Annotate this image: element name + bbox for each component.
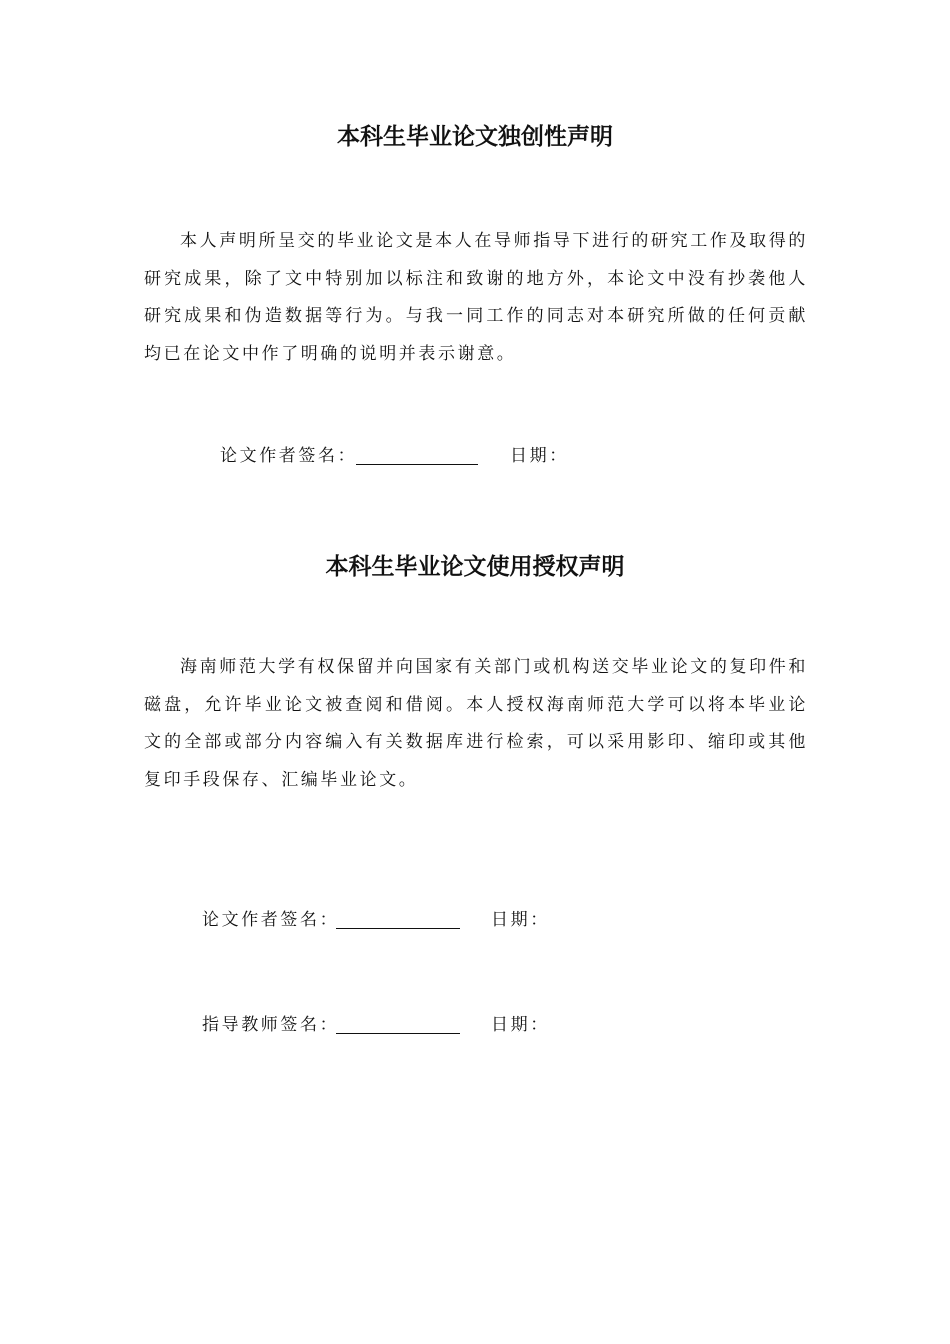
advisor-signature-row (202, 1013, 602, 1037)
advisor-signature-field[interactable] (336, 1033, 460, 1034)
authorization-author-signature-row (202, 908, 602, 932)
authorization-statement-body: 海南师范大学有权保留并向国家有关部门或机构送交毕业论文的复印件和磁盘，允许毕业论文被查阅和借阅。本人授权海南师范大学可以将本毕业论文的全部或部分内容编入有关数据库进行检索，可以采用影印、缩印或其他复印手段保存、汇编毕业论文。 (144, 657, 808, 790)
author-signature-label: 论文作者签名： (202, 910, 340, 930)
originality-statement-title: 本科生毕业论文独创性声明 (337, 124, 613, 150)
author-signature-field[interactable] (356, 464, 478, 465)
originality-statement-body: 本人声明所呈交的毕业论文是本人在导师指导下进行的研究工作及取得的研究成果，除了文中特别加以标注和致谢的地方外，本论文中没有抄袭他人研究成果和伪造数据等行为。与我一同工作的同志对本研究所做的任何贡献均已在论文中作了明确的说明并表示谢意。 (144, 231, 808, 364)
advisor-signature-label: 指导教师签名： (202, 1015, 340, 1035)
date-label: 日期： (510, 446, 569, 466)
originality-signature-row (220, 444, 620, 468)
date-label: 日期： (491, 1015, 550, 1035)
author-signature-label: 论文作者签名： (220, 446, 358, 466)
authorization-statement-title: 本科生毕业论文使用授权声明 (325, 554, 625, 580)
author-signature-field[interactable] (336, 928, 460, 929)
date-label: 日期： (491, 910, 550, 930)
